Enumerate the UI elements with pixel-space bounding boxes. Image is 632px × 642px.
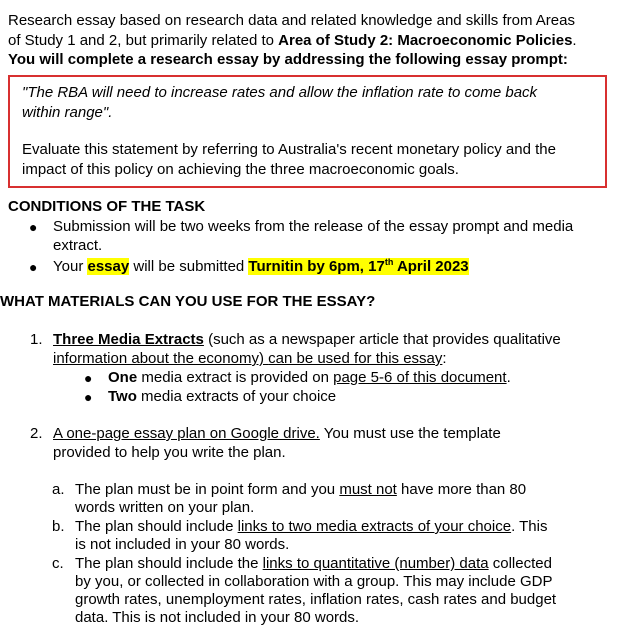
three-media-extracts-label: Three Media Extracts — [53, 331, 204, 348]
condition-item-2-start: Your — [53, 258, 88, 275]
materials-item-2-line-2: provided to help you write the plan. — [53, 444, 286, 461]
bullet-icon: ● — [84, 370, 93, 386]
plan-item-b-label: b. — [52, 518, 65, 535]
materials-item-1-line-2 — [53, 350, 447, 368]
materials-item-2-line-1-rest: You must use the template — [319, 425, 501, 442]
intro-line-1: Research essay based on research data and related knowledge and skills from Areas — [8, 12, 575, 29]
plan-item-b-line-2: is not included in your 80 words. — [75, 536, 290, 553]
intro-line-2 — [8, 32, 577, 50]
plan-item-a-line-2: words written on your plan. — [75, 499, 255, 516]
materials-item-1-line-1-rest: (such as a newspaper article that provides qualitative — [203, 331, 561, 348]
materials-sub-item-1-end: . — [506, 369, 511, 386]
plan-item-b-end: . This — [511, 518, 548, 535]
plan-item-a-start: The plan must be in point form and you — [75, 481, 340, 498]
area-of-study-label: Area of Study 2: Macroeconomic Policies — [278, 32, 573, 49]
materials-heading: WHAT MATERIALS CAN YOU USE FOR THE ESSAY? — [0, 293, 376, 310]
conditions-heading: CONDITIONS OF THE TASK — [8, 198, 206, 215]
due-date-end: April 2023 — [393, 258, 469, 275]
materials-item-1-line-2-end: : — [442, 350, 447, 367]
prompt-evaluate-line-1: Evaluate this statement by referring to Australia's recent monetary policy and the — [22, 141, 556, 158]
bullet-icon: ● — [29, 259, 38, 275]
plan-item-a-end: have more than 80 — [396, 481, 527, 498]
essay-highlight: essay — [87, 258, 130, 275]
materials-item-1-number: 1. — [30, 331, 43, 348]
materials-item-1-line-2-start: information about the economy) — [53, 350, 269, 367]
intro-line-2-start: of Study 1 and 2, but primarily related to — [8, 32, 274, 49]
materials-sub-item-2 — [108, 388, 336, 406]
condition-item-2-mid: will be submitted — [129, 258, 249, 275]
plan-item-c-end: collected — [488, 555, 552, 572]
plan-item-b-line-1 — [75, 518, 547, 536]
bullet-icon: ● — [84, 389, 93, 405]
page-reference: page 5-6 of this document — [333, 369, 507, 386]
plan-item-c-label: c. — [52, 555, 64, 572]
media-extract-links: links to two media extracts of your choice — [237, 518, 512, 535]
must-not-emphasis: must not — [339, 481, 397, 498]
materials-sub-item-2-rest: media extracts of your choice — [136, 388, 337, 405]
plan-item-c-line-3: growth rates, unemployment rates, inflation rates, cash rates and budget — [75, 591, 557, 608]
prompt-quote — [22, 83, 537, 123]
condition-item-1-line-2: extract. — [53, 237, 103, 254]
materials-item-2-line-1 — [53, 425, 501, 443]
can-be-used-link: can be used for this essay — [268, 350, 443, 367]
bullet-icon: ● — [29, 219, 38, 235]
plan-item-c-line-1 — [75, 555, 552, 573]
due-date-superscript: th — [384, 257, 394, 267]
plan-item-c-line-4: data. This is not included in your 80 words. — [75, 609, 360, 626]
materials-sub-item-1-mid: media extract is provided on — [137, 369, 334, 386]
one-label: One — [108, 369, 138, 386]
essay-plan-link: A one-page essay plan on Google drive. — [53, 425, 320, 442]
plan-item-c-line-2: by you, or collected in collaboration with a group. This may include GDP — [75, 573, 553, 590]
condition-item-2 — [53, 258, 469, 276]
plan-item-a-line-1 — [75, 481, 526, 499]
due-date-highlight — [248, 258, 468, 275]
intro-instruction: You will complete a research essay by addressing the following essay prompt: — [8, 51, 568, 68]
condition-item-1-line-1: Submission will be two weeks from the release of the essay prompt and media — [53, 218, 574, 235]
intro-line-2-end: . — [572, 32, 577, 49]
prompt-evaluate-line-2: impact of this policy on achieving the three macroeconomic goals. — [22, 161, 459, 178]
prompt-quote-line-2: within range". — [22, 104, 113, 121]
materials-sub-item-1 — [108, 369, 511, 387]
prompt-quote-line-1: "The RBA will need to increase rates and allow the inflation rate to come back — [22, 84, 538, 101]
two-label: Two — [108, 388, 137, 405]
quantitative-data-links: links to quantitative (number) data — [262, 555, 489, 572]
essay-prompt-box — [8, 75, 607, 188]
materials-item-2-number: 2. — [30, 425, 43, 442]
materials-item-1-line-1 — [53, 331, 561, 349]
due-date-turnitin: Turnitin by 6pm, 17 — [248, 258, 385, 275]
plan-item-a-label: a. — [52, 481, 65, 498]
plan-item-c-start: The plan should include the — [75, 555, 263, 572]
plan-item-b-start: The plan should include — [75, 518, 238, 535]
prompt-evaluate — [22, 140, 556, 180]
